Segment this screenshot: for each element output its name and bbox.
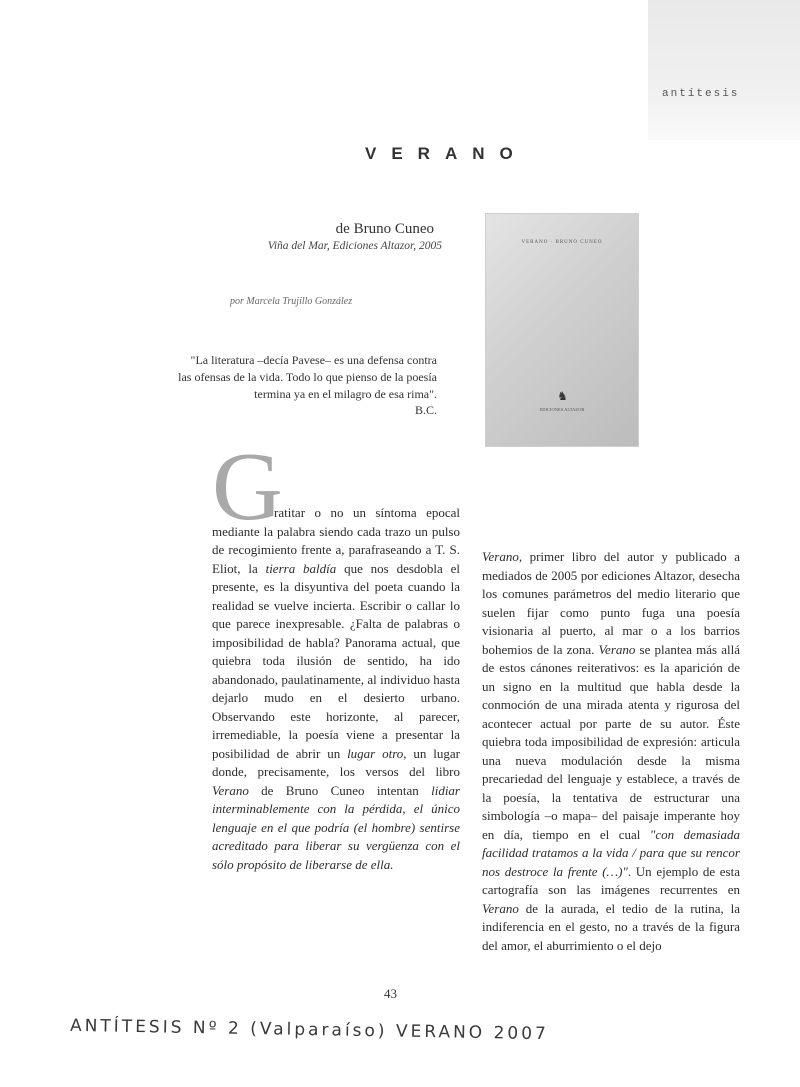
article-paragraph xyxy=(482,548,740,955)
text-run-italic: lugar otro xyxy=(347,745,404,761)
article-paragraph xyxy=(212,504,460,874)
text-run: ratitar o no un síntoma epocal mediante la palabra siendo cada trazo un pulso de recogimiento frente a, parafraseando a T. S. Eliot, la xyxy=(212,505,460,576)
article-column-right xyxy=(482,548,740,955)
text-run-italic: tierra baldía xyxy=(265,560,337,576)
cover-publisher: EDICIONES ALTAZOR xyxy=(539,407,585,412)
cover-title: VERANO · BRUNO CUNEO xyxy=(521,240,603,245)
section-tag: antítesis xyxy=(662,88,740,100)
text-run-italic: Verano xyxy=(598,641,636,657)
text-run: que nos desdobla el presente, es la disyuntiva del poeta cuando la realidad se vuelve incierta. Escribir o callar lo que parece inexpresable. ¿Falta de palabras o imposibilidad de habla? Panorama actual, que quiebra toda ilusión de sentido, ha ido abandonado, paulatinamente, al individuo hasta dejarlo mudo en el desierto urbano. Observando este horizonte, al parecer, irremediable, la poesía viene a presentar la posibilidad de abrir un xyxy=(212,560,460,761)
text-run-italic: Verano xyxy=(212,782,249,798)
book-cover-image xyxy=(486,214,638,446)
article-title: VERANO xyxy=(365,144,528,163)
page-number: 43 xyxy=(384,986,397,1001)
text-run: , un lugar donde, precisamente, los versos del libro xyxy=(212,745,460,779)
page-edge-shadow xyxy=(648,0,800,140)
text-run: , primer libro del autor y publicado a mediados de 2005 por ediciones Altazor, desecha los comunes parámetros del medio literario que suelen fijar como punto fuga una poesía visionaria al puerto, al mar o a los barrios bohemios de la zona. xyxy=(482,549,740,657)
text-run: de Bruno Cuneo intentan xyxy=(248,782,432,798)
article-column-left xyxy=(212,504,460,874)
text-run-italic: Verano xyxy=(482,900,519,916)
book-publication: Viña del Mar, Ediciones Altazor, 2005 xyxy=(267,240,442,252)
text-run: se plantea más allá de estos cánones reiterativos: es la aparición de un signo en la multitud que habla desde la conmoción de una mirada atenta y rigurosa del acontecer actual por parte de su autor. Éste quiebra toda imposibilidad de expresión: articula una nueva modulación desde la misma precariedad del lenguaje y establece, a través de la poesía, la tentativa de estructurar una simbología –o mapa– del paisaje imperante hoy en día, tiempo en el cual xyxy=(482,641,740,842)
text-run-italic: "con demasiada facilidad tratamos a la vida / para que su rencor nos destroce la frente (…)" xyxy=(482,826,740,879)
drop-cap: G xyxy=(212,433,283,541)
text-run: de la aurada, el tedio de la rutina, la indiferencia en el gesto, no a través de la figura del amor, el aburrimiento o el dejo xyxy=(482,900,740,953)
book-author: de Bruno Cuneo xyxy=(335,221,434,237)
epigraph-signature: B.C. xyxy=(414,403,437,417)
epigraph-quote: "La literatura –decía Pavese– es una defensa contra las ofensas de la vida. Todo lo que pienso de la poesía termina ya en el milagro de esa rima". xyxy=(178,353,437,401)
text-run: . Un ejemplo de esta cartografía son las imágenes recurrentes en xyxy=(482,863,740,897)
text-run-italic: lidiar interminablemente con la pérdida, el único lenguaje en el que podría (el hombre) sentirse acreditado para liberar su vergüenza con el sólo propósito de liberarse de ella. xyxy=(212,782,460,872)
handwritten-note: ANTÍTESIS Nº 2 (Valparaíso) VERANO 2007 xyxy=(69,1015,549,1045)
text-run-italic: Verano xyxy=(482,549,519,564)
publisher-logo-icon: ♞ xyxy=(557,389,568,403)
review-byline: por Marcela Trujillo González xyxy=(230,296,353,307)
